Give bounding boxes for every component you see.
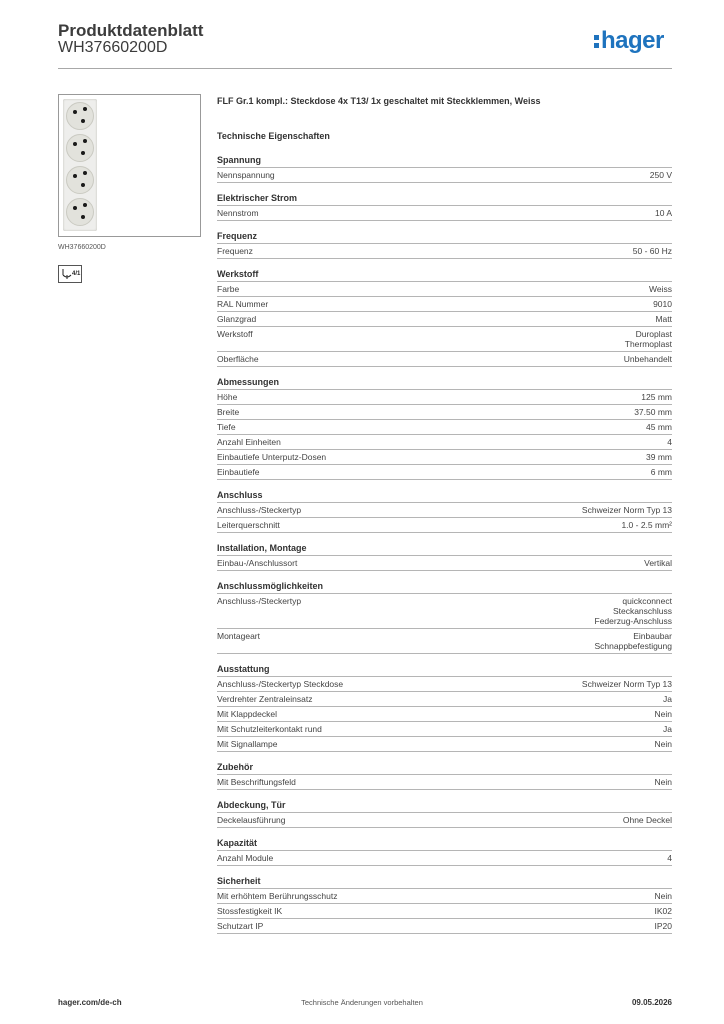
spec-value-line: Nein: [654, 739, 672, 749]
spec-group-title: Sicherheit: [217, 876, 672, 889]
spec-label: Einbautiefe: [217, 467, 260, 477]
spec-value: [655, 709, 672, 719]
spec-value: [653, 299, 672, 309]
spec-value-line: 250 V: [649, 170, 672, 180]
spec-row: [217, 206, 672, 221]
spec-label: Mit erhöhtem Berührungsschutz: [217, 891, 338, 901]
spec-value-line: 6 mm: [650, 467, 672, 477]
spec-label: Anschluss-/Steckertyp Steckdose: [217, 679, 344, 689]
spec-group: [217, 155, 672, 183]
socket-outlet-symbol-icon: [58, 265, 82, 283]
spec-value: [655, 906, 673, 916]
socket-outlet-icon: [63, 99, 97, 231]
spec-row: [217, 677, 672, 692]
spec-value-line: 10 A: [654, 208, 672, 218]
spec-value: [655, 891, 672, 901]
spec-value-line: Vertikal: [644, 558, 672, 568]
hager-logo: [594, 28, 674, 54]
section-heading: Technische Eigenschaften: [217, 131, 330, 141]
spec-label: Tiefe: [217, 422, 236, 432]
spec-label: Oberfläche: [217, 354, 259, 364]
spec-value: [646, 452, 672, 462]
spec-value-line: Steckanschluss: [612, 606, 672, 616]
spec-row: [217, 629, 672, 654]
symbol-label: 4/1: [72, 271, 81, 277]
spec-value: [667, 853, 672, 863]
spec-label: Mit Klappdeckel: [217, 709, 278, 719]
spec-value-line: Schnappbefestigung: [594, 641, 672, 651]
spec-row: [217, 503, 672, 518]
spec-label: Nennstrom: [217, 208, 259, 218]
spec-value: [633, 246, 672, 256]
spec-group-title: Ausstattung: [217, 664, 672, 677]
footer-notice: Technische Änderungen vorbehalten: [301, 998, 423, 1007]
spec-row: [217, 919, 672, 934]
spec-label: Stossfestigkeit IK: [217, 906, 283, 916]
logo-text: hager: [601, 27, 664, 54]
spec-group: [217, 377, 672, 480]
spec-group-title: Abmessungen: [217, 377, 672, 390]
spec-value: [655, 314, 672, 324]
spec-row: [217, 312, 672, 327]
spec-label: Anzahl Einheiten: [217, 437, 281, 447]
spec-row: [217, 435, 672, 450]
spec-group: [217, 193, 672, 221]
spec-group: [217, 581, 672, 654]
spec-row: [217, 737, 672, 752]
spec-value: [655, 777, 672, 787]
spec-value: [649, 284, 672, 294]
spec-group-title: Frequenz: [217, 231, 672, 244]
product-image: [58, 94, 201, 237]
header-divider: [58, 68, 672, 69]
product-description: FLF Gr.1 kompl.: Steckdose 4x T13/ 1x geschaltet mit Steckklemmen, Weiss: [217, 96, 541, 106]
spec-value-line: Schweizer Norm Typ 13: [581, 679, 672, 689]
spec-label: Mit Beschriftungsfeld: [217, 777, 296, 787]
spec-value: [667, 437, 672, 447]
spec-group-title: Spannung: [217, 155, 672, 168]
spec-label: Nennspannung: [217, 170, 275, 180]
spec-label: Anzahl Module: [217, 853, 274, 863]
spec-value: [655, 921, 673, 931]
spec-value-line: 45 mm: [646, 422, 672, 432]
spec-value: [595, 596, 672, 626]
logo-dots-icon: [594, 35, 599, 48]
spec-value-line: Nein: [654, 891, 672, 901]
specifications-table: [217, 155, 672, 944]
spec-group-title: Anschluss: [217, 490, 672, 503]
spec-row: [217, 168, 672, 183]
spec-value: [655, 208, 672, 218]
spec-group-title: Kapazität: [217, 838, 672, 851]
spec-label: Mit Signallampe: [217, 739, 278, 749]
spec-value-line: 39 mm: [646, 452, 672, 462]
spec-value: [663, 694, 672, 704]
spec-label: Glanzgrad: [217, 314, 257, 324]
spec-label: Höhe: [217, 392, 238, 402]
spec-value-line: Federzug-Anschluss: [594, 616, 672, 626]
spec-group: [217, 838, 672, 866]
spec-group: [217, 876, 672, 934]
image-caption: WH37660200D: [58, 244, 106, 251]
spec-row: [217, 904, 672, 919]
spec-value-line: 4: [667, 437, 672, 447]
spec-label: Frequenz: [217, 246, 253, 256]
spec-value: [625, 329, 672, 349]
spec-label: Werkstoff: [217, 329, 253, 339]
product-number: WH37660200D: [58, 39, 168, 56]
spec-value-line: 1.0 - 2.5 mm²: [621, 520, 672, 530]
spec-value-line: Matt: [655, 314, 672, 324]
spec-row: [217, 594, 672, 629]
spec-label: Mit Schutzleiterkontakt rund: [217, 724, 322, 734]
spec-value: [644, 558, 672, 568]
spec-value-line: 50 - 60 Hz: [632, 246, 672, 256]
spec-row: [217, 390, 672, 405]
spec-value: [594, 631, 672, 651]
spec-row: [217, 420, 672, 435]
spec-value-line: IP20: [654, 921, 672, 931]
spec-row: [217, 692, 672, 707]
spec-row: [217, 352, 672, 367]
spec-group: [217, 490, 672, 533]
spec-row: [217, 282, 672, 297]
spec-value-line: IK02: [654, 906, 672, 916]
spec-label: Schutzart IP: [217, 921, 264, 931]
footer-date: 09.05.2026: [631, 998, 672, 1007]
document-title: Produktdatenblatt: [58, 21, 204, 40]
spec-value-line: Unbehandelt: [623, 354, 672, 364]
spec-label: Anschluss-/Steckertyp: [217, 596, 302, 606]
spec-label: Montageart: [217, 631, 260, 641]
spec-row: [217, 405, 672, 420]
spec-group: [217, 762, 672, 790]
spec-value-line: Schweizer Norm Typ 13: [581, 505, 672, 515]
spec-value-line: Ohne Deckel: [622, 815, 672, 825]
spec-value-line: Thermoplast: [624, 339, 672, 349]
spec-row: [217, 889, 672, 904]
spec-value-line: Einbaubar: [633, 631, 672, 641]
spec-value-line: 125 mm: [641, 392, 672, 402]
spec-row: [217, 707, 672, 722]
spec-row: [217, 327, 672, 352]
spec-value: [663, 724, 672, 734]
spec-value: [582, 505, 672, 515]
spec-value: [623, 815, 672, 825]
spec-label: Anschluss-/Steckertyp: [217, 505, 302, 515]
spec-group-title: Zubehör: [217, 762, 672, 775]
spec-value-line: 37.50 mm: [634, 407, 672, 417]
spec-value-line: Nein: [654, 709, 672, 719]
footer-website: hager.com/de-ch: [58, 998, 122, 1007]
spec-row: [217, 556, 672, 571]
spec-group: [217, 543, 672, 571]
spec-value: [621, 520, 672, 530]
spec-value-line: Ja: [663, 724, 672, 734]
spec-group: [217, 664, 672, 752]
spec-value-line: Nein: [654, 777, 672, 787]
spec-group-title: Installation, Montage: [217, 543, 672, 556]
spec-value: [641, 392, 672, 402]
spec-value-line: 9010: [653, 299, 672, 309]
spec-row: [217, 244, 672, 259]
spec-group-title: Anschlussmöglichkeiten: [217, 581, 672, 594]
spec-group: [217, 800, 672, 828]
spec-value: [634, 407, 672, 417]
spec-row: [217, 450, 672, 465]
spec-label: RAL Nummer: [217, 299, 269, 309]
spec-value: [650, 170, 672, 180]
spec-row: [217, 722, 672, 737]
spec-group-title: Elektrischer Strom: [217, 193, 672, 206]
spec-value: [655, 739, 672, 749]
spec-label: Farbe: [217, 284, 240, 294]
spec-label: Leiterquerschnitt: [217, 520, 280, 530]
spec-value-line: Ja: [663, 694, 672, 704]
spec-value-line: 4: [667, 853, 672, 863]
spec-row: [217, 465, 672, 480]
spec-value-line: Duroplast: [635, 329, 672, 339]
spec-row: [217, 518, 672, 533]
spec-group: [217, 269, 672, 367]
spec-label: Deckelausführung: [217, 815, 286, 825]
spec-label: Verdrehter Zentraleinsatz: [217, 694, 313, 704]
spec-row: [217, 297, 672, 312]
spec-label: Einbau-/Anschlussort: [217, 558, 298, 568]
spec-value-line: Weiss: [649, 284, 672, 294]
spec-value: [646, 422, 672, 432]
spec-value: [582, 679, 672, 689]
spec-value-line: quickconnect: [622, 596, 672, 606]
spec-group-title: Abdeckung, Tür: [217, 800, 672, 813]
spec-value: [624, 354, 672, 364]
spec-row: [217, 851, 672, 866]
spec-group: [217, 231, 672, 259]
spec-row: [217, 813, 672, 828]
spec-label: Einbautiefe Unterputz-Dosen: [217, 452, 327, 462]
spec-label: Breite: [217, 407, 240, 417]
spec-group-title: Werkstoff: [217, 269, 672, 282]
spec-row: [217, 775, 672, 790]
spec-value: [651, 467, 672, 477]
